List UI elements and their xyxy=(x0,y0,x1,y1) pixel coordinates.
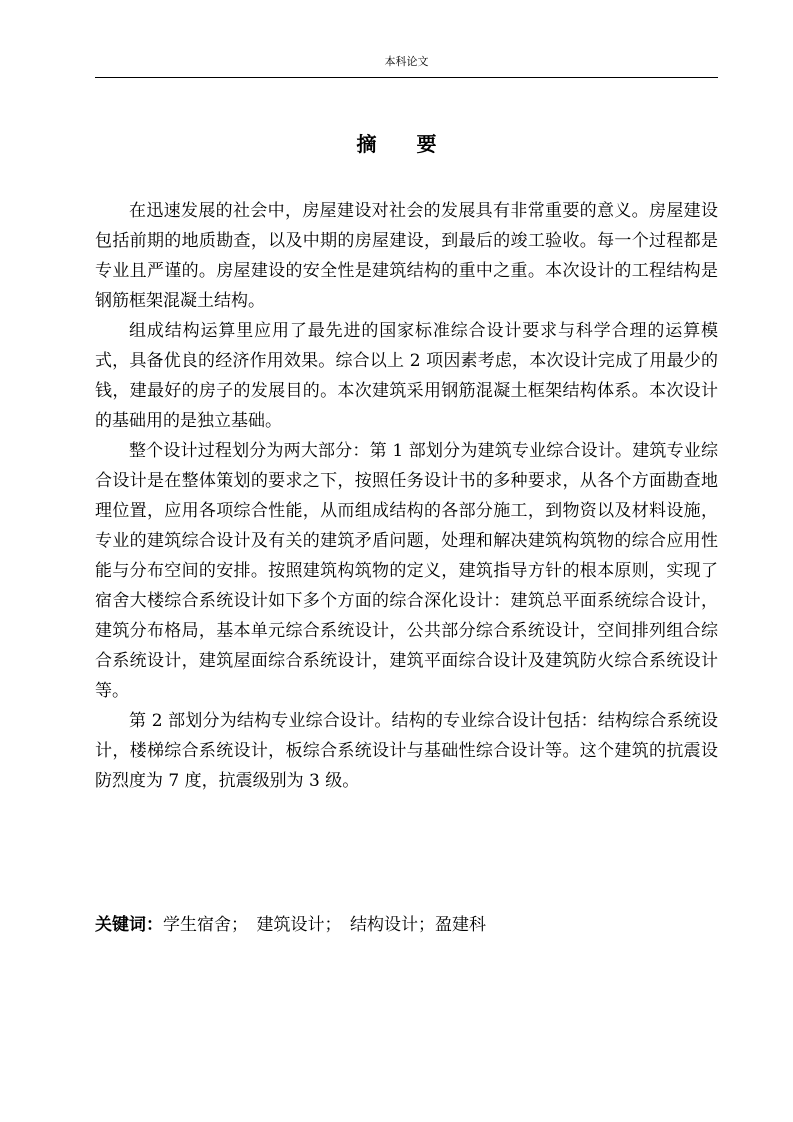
abstract-paragraph: 在迅速发展的社会中，房屋建设对社会的发展具有非常重要的意义。房屋建设包括前期的地质勘查，以及中期的房屋建设，到最后的竣工验收。每一个过程都是专业且严谨的。房屋建设的安全性是建筑结构的重中之重。本次设计的工程结构是钢筋框架混凝土结构。 xyxy=(95,201,718,311)
keywords-value: 学生宿舍； 建筑设计； 结构设计；盈建科 xyxy=(163,915,486,935)
abstract-paragraph: 第 2 部划分为结构专业综合设计。结构的专业综合设计包括：结构综合系统设计，楼梯综合系统设计，板综合系统设计与基础性综合设计等。这个建筑的抗震设防烈度为 7 度，抗震级别为 3 级。 xyxy=(95,711,718,791)
page-title: 摘 要 xyxy=(356,132,437,156)
abstract-body xyxy=(95,196,718,796)
abstract-paragraph: 整个设计过程划分为两大部分：第 1 部划分为建筑专业综合设计。建筑专业综合设计是在整体策划的要求之下，按照任务设计书的多种要求，从各个方面勘查地理位置，应用各项综合性能，从而组成结构的各部分施工，到物资以及材料设施，专业的建筑综合设计及有关的建筑矛盾问题，处理和解决建筑构筑物的综合应用性能与分布空间的安排。按照建筑构筑物的定义，建筑指导方针的根本原则，实现了宿舍大楼综合系统设计如下多个方面的综合深化设计：建筑总平面系统综合设计，建筑分布格局，基本单元综合系统设计，公共部分综合系统设计，空间排列组合综合系统设计，建筑屋面综合系统设计，建筑平面综合设计及建筑防火综合系统设计等。 xyxy=(95,441,718,701)
abstract-paragraph: 组成结构运算里应用了最先进的国家标准综合设计要求与科学合理的运算模式，具备优良的经济作用效果。综合以上 2 项因素考虑，本次设计完成了用最少的钱，建最好的房子的发展目的。本次建筑采用钢筋混凝土框架结构体系。本次设计的基础用的是独立基础。 xyxy=(95,321,718,431)
keywords-line xyxy=(95,910,718,940)
header-text: 本科论文 xyxy=(384,55,429,68)
running-header xyxy=(95,52,718,78)
keywords-label: 关键词： xyxy=(95,915,163,935)
